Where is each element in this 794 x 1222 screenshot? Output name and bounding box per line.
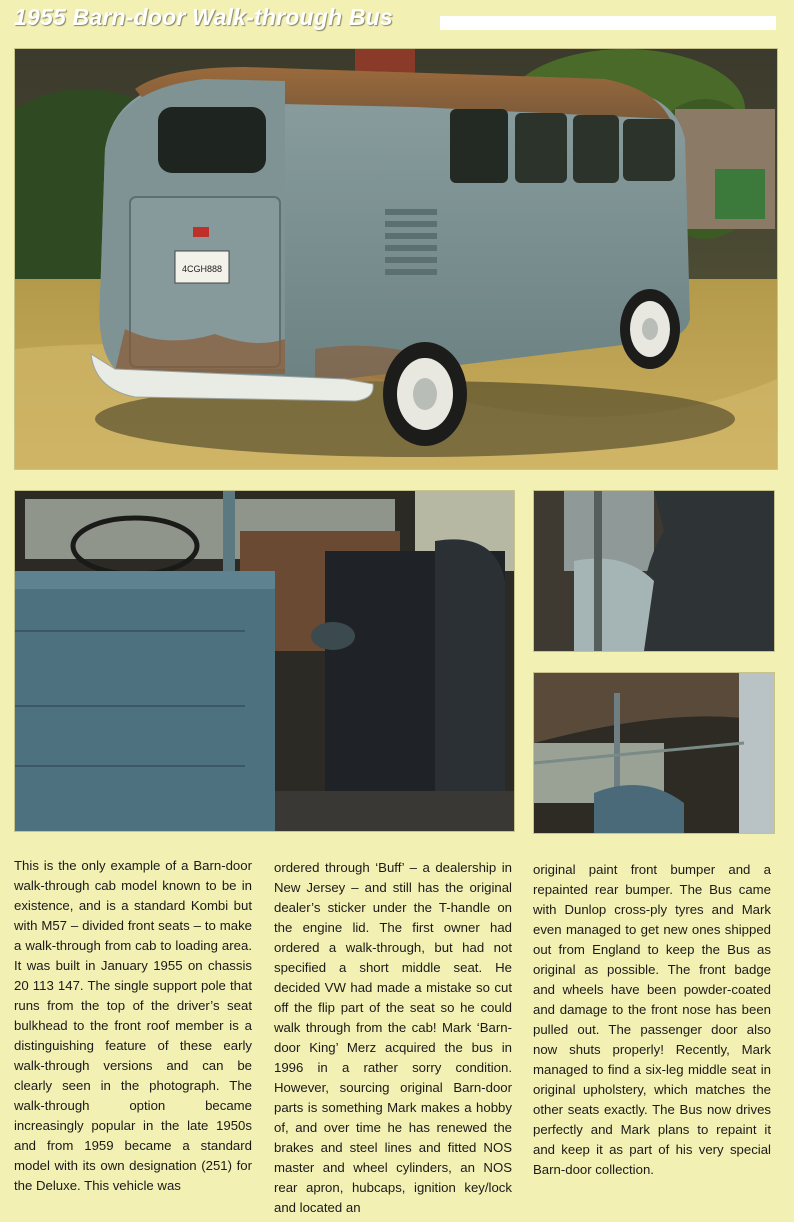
article-body	[14, 856, 776, 1216]
licence-plate: 4CGH888	[181, 264, 223, 274]
bus-exterior-photo	[14, 48, 778, 470]
roof-pole-detail-photo	[533, 672, 775, 834]
page-title: 1955 Barn-door Walk-through Bus	[14, 4, 393, 30]
article-column-3: original paint front bumper and a repainted rear bumper. The Bus came with Dunlop cross-ply tyres and Mark even managed to get new ones shipped out from England to keep the Bus as original as possible. The front badge and wheels have been powder-coated and damage to the front nose has been pulled out. The passenger door also now shuts properly! Recently, Mark managed to find a six-leg middle seat in original upholstery, which matches the other seats exactly. The Bus now drives perfectly and Mark plans to repaint it and keep it as part of his very special Barn-door collection.	[533, 862, 771, 1177]
seat-detail-photo	[533, 490, 775, 652]
header-band	[0, 0, 794, 46]
cab-interior-photo	[14, 490, 515, 832]
article-column-1: This is the only example of a Barn-door walk-through cab model known to be in existence, and is a standard Kombi but with M57 – divided front seats – to make a walk-through from cab to loading area. It was built in January 1955 on chassis 20 113 147. The single support pole that runs from the top of the driver’s seat bulkhead to the front roof member is a distinguishing feature of these early walk-through versions and can be clearly seen in the photograph. The walk-through option became increasingly popular in the late 1950s and from 1959 became a standard model with its own designation (251) for the Deluxe. This vehicle was	[14, 858, 252, 1193]
title-rule	[440, 16, 776, 30]
article-column-2: ordered through ‘Buff’ – a dealership in New Jersey – and still has the original dealer’s sticker under the T-handle on the engine lid. The first owner had ordered a walk-through, but had not specified a short middle seat. He decided VW had made a mistake so cut off the flip part of the seat so he could walk through from the cab! Mark ‘Barn-door King’ Merz acquired the bus in 1996 in a rather sorry condition. However, sourcing original Barn-door parts is something Mark makes a hobby of, and over time he has renewed the brakes and steel lines and fitted NOS master and wheel cylinders, an NOS rear apron, hubcaps, ignition key/lock and located an	[274, 860, 512, 1215]
